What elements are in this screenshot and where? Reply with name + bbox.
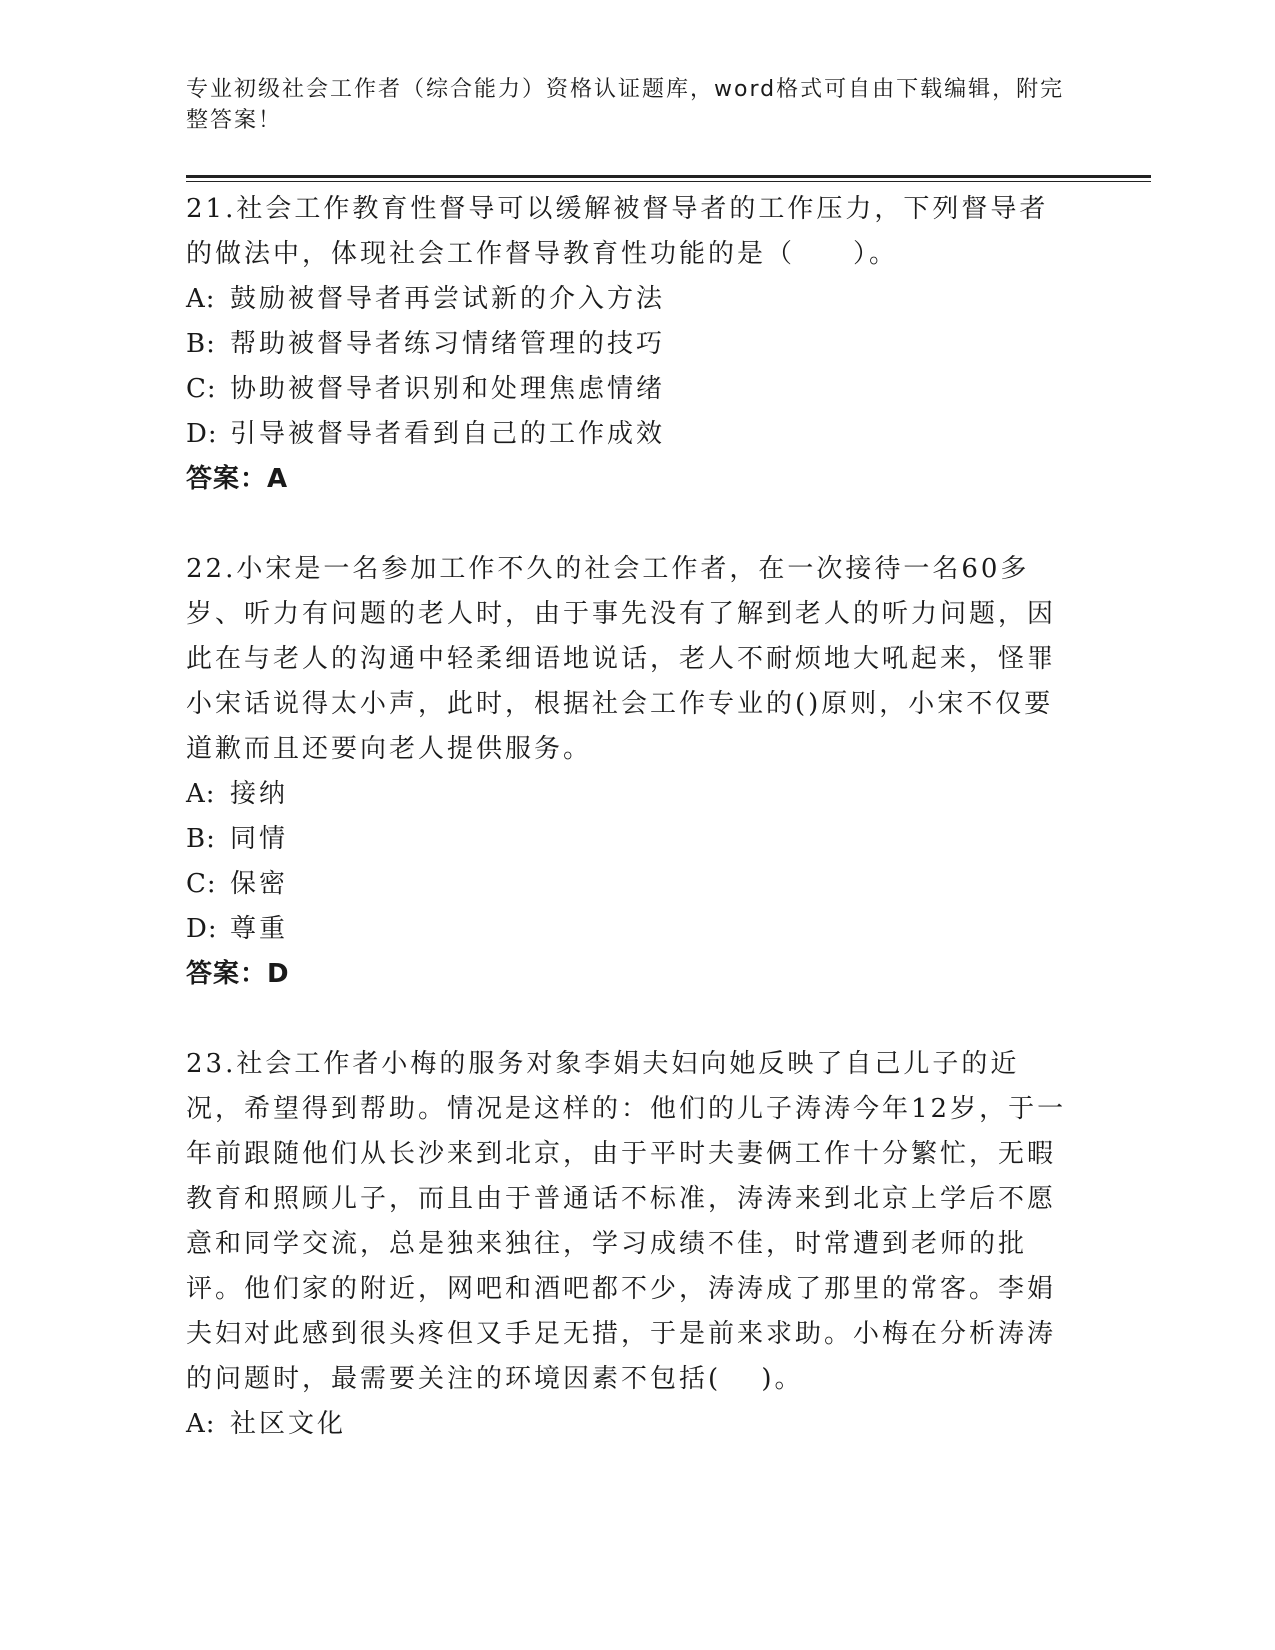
option-text: 保密 bbox=[230, 869, 289, 899]
option-key: B: bbox=[186, 329, 216, 359]
option-text: 接纳 bbox=[230, 779, 289, 809]
option-key: A: bbox=[186, 284, 216, 314]
option-key: C: bbox=[186, 374, 217, 404]
question-list bbox=[186, 187, 1076, 1492]
option-text: 协助被督导者识别和处理焦虑情绪 bbox=[230, 374, 666, 404]
option-text: 引导被督导者看到自己的工作成效 bbox=[230, 419, 666, 449]
option-key: D: bbox=[186, 419, 218, 449]
question-stem: 22.小宋是一名参加工作不久的社会工作者，在一次接待一名60多岁、听力有问题的老人时，由于事先没有了解到老人的听力问题，因此在与老人的沟通中轻柔细语地说话，老人不耐烦地大吼起来，怪罪小宋话说得太小声，此时，根据社会工作专业的()原则，小宋不仅要道歉而且还要向老人提供服务。 bbox=[186, 554, 1057, 764]
option-key: A: bbox=[186, 1409, 216, 1439]
option-a bbox=[186, 277, 1076, 322]
option-key: B: bbox=[186, 824, 216, 854]
option-text: 社区文化 bbox=[230, 1409, 347, 1439]
option-text: 尊重 bbox=[230, 914, 289, 944]
option-b bbox=[186, 322, 1076, 367]
option-a bbox=[186, 1402, 1076, 1447]
option-key: D: bbox=[186, 914, 218, 944]
option-text: 鼓励被督导者再尝试新的介入方法 bbox=[230, 284, 666, 314]
option-text: 同情 bbox=[230, 824, 289, 854]
question-stem: 23.社会工作者小梅的服务对象李娟夫妇向她反映了自己儿子的近况，希望得到帮助。情况是这样的：他们的儿子涛涛今年12岁，于一年前跟随他们从长沙来到北京，由于平时夫妻俩工作十分繁忙，无暇教育和照顾儿子，而且由于普通话不标准，涛涛来到北京上学后不愿意和同学交流，总是独来独往，学习成绩不佳，时常遭到老师的批评。他们家的附近，网吧和酒吧都不少，涛涛成了那里的常客。李娟夫妇对此感到很头疼但又手足无措，于是前来求助。小梅在分析涛涛的问题时，最需要关注的环境因素不包括( )。 bbox=[186, 1049, 1067, 1394]
option-key: C: bbox=[186, 869, 217, 899]
question-stem: 21.社会工作教育性督导可以缓解被督导者的工作压力，下列督导者的做法中，体现社会工作督导教育性功能的是（ ）。 bbox=[186, 194, 1049, 269]
question-23 bbox=[186, 1042, 1076, 1447]
option-d bbox=[186, 907, 1076, 952]
header-divider-thin bbox=[186, 181, 1151, 182]
header-divider-thick bbox=[186, 175, 1151, 178]
answer-line: 答案：D bbox=[186, 959, 290, 989]
question-22 bbox=[186, 547, 1076, 997]
option-c bbox=[186, 862, 1076, 907]
option-key: A: bbox=[186, 779, 216, 809]
answer-line: 答案：A bbox=[186, 464, 289, 494]
document-header: 专业初级社会工作者（综合能力）资格认证题库，word格式可自由下载编辑，附完整答案！ bbox=[186, 77, 1065, 133]
question-21 bbox=[186, 187, 1076, 502]
option-d bbox=[186, 412, 1076, 457]
option-a bbox=[186, 772, 1076, 817]
option-b bbox=[186, 817, 1076, 862]
option-c bbox=[186, 367, 1076, 412]
option-text: 帮助被督导者练习情绪管理的技巧 bbox=[230, 329, 666, 359]
